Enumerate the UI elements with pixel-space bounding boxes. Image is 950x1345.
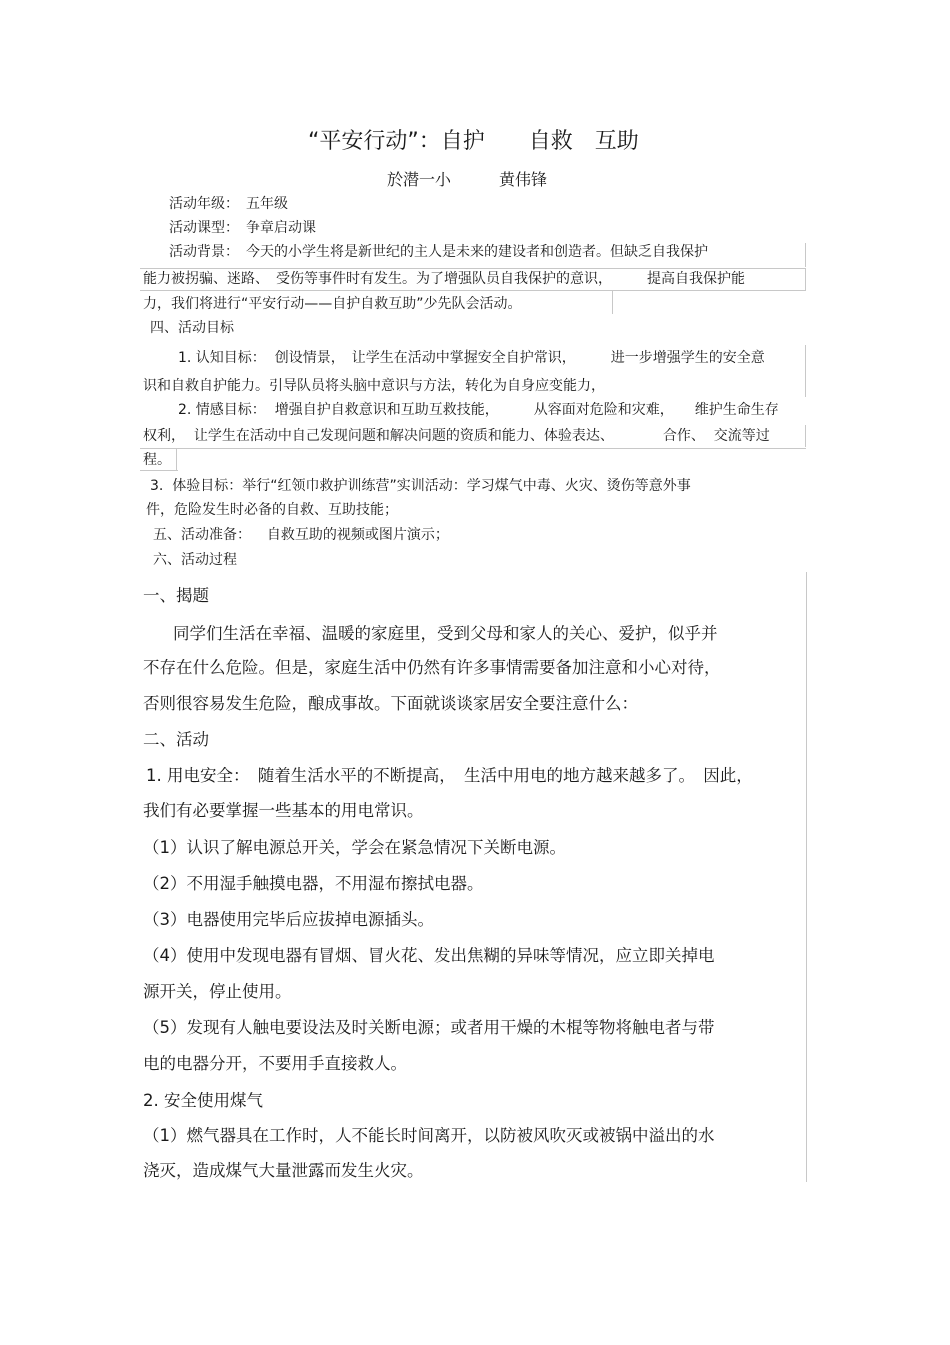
- border-line: [140, 290, 806, 291]
- process-heading: 六、活动过程: [153, 552, 237, 568]
- section-heading: 二、活动: [143, 730, 209, 749]
- list-item: （1）燃气器具在工作时，人不能长时间离开，以防被风吹灭或被锅中溢出的水: [143, 1126, 715, 1145]
- list-item: 源开关，停止使用。: [143, 982, 292, 1001]
- border-line: [612, 290, 613, 314]
- goal-line: 识和自救自护能力。引导队员将头脑中意识与方法，转化为自身应变能力，: [143, 378, 605, 394]
- goals-heading: 四、活动目标: [150, 320, 234, 336]
- border-line: [176, 448, 177, 470]
- info-type: 活动课型： 争章启动课: [169, 220, 316, 236]
- info-grade: 活动年级： 五年级: [169, 196, 288, 212]
- goal-line: 1. 认知目标： 创设情景， 让学生在活动中掌握安全自护常识， 进一步增强学生的安全意: [178, 350, 765, 366]
- info-background-line: 能力被拐骗、迷路、 受伤等事件时有发生。为了增强队员自我保护的意识， 提高自我保护能: [143, 271, 745, 287]
- list-item: （2）不用湿手触摸电器，不用湿布擦拭电器。: [143, 874, 484, 893]
- list-item: （3）电器使用完毕后应拔掉电源插头。: [143, 910, 434, 929]
- list-item: （5）发现有人触电要设法及时关断电源；或者用干燥的木棍等物将触电者与带: [143, 1018, 715, 1037]
- list-item: （4）使用中发现电器有冒烟、冒火花、发出焦糊的异味等情况，应立即关掉电: [143, 946, 715, 965]
- border-line: [140, 470, 178, 471]
- body-line: 不存在什么危险。但是，家庭生活中仍然有许多事情需要备加注意和小心对待，: [143, 658, 721, 677]
- section-heading: 一、揭题: [143, 586, 209, 605]
- goal-line: 件，危险发生时必备的自救、互助技能；: [146, 502, 398, 518]
- subsection-heading: 2. 安全使用煤气: [143, 1091, 263, 1110]
- border-line: [805, 243, 806, 267]
- border-line: [805, 425, 806, 447]
- info-background-line: 力，我们将进行“平安行动——自护自救互助”少先队会活动。: [143, 296, 522, 312]
- border-line: [805, 268, 806, 290]
- body-line: 否则很容易发生危险，酿成事故。下面就谈谈家居安全要注意什么：: [143, 694, 638, 713]
- goal-line: 3. 体验目标：举行“红领巾救护训练营”实训活动：学习煤气中毒、火灾、烫伤等意外事: [150, 478, 691, 494]
- goal-line: 权利， 让学生在活动中自己发现问题和解决问题的资质和能力、体验表达、 合作、 交流等过: [143, 428, 770, 444]
- goal-line: 程。: [143, 452, 171, 468]
- body-line: 1. 用电安全： 随着生活水平的不断提高， 生活中用电的地方越来越多了。 因此，: [146, 766, 753, 785]
- goal-line: 2. 情感目标： 增强自护自救意识和互助互救技能， 从容面对危险和灾难， 维护生命生存: [178, 402, 779, 418]
- border-line: [140, 448, 806, 449]
- body-line: 同学们生活在幸福、温暖的家庭里，受到父母和家人的关心、爱护，似乎并: [173, 624, 718, 643]
- border-line: [806, 572, 807, 1182]
- list-item: （1）认识了解电源总开关，学会在紧急情况下关断电源。: [143, 838, 566, 857]
- prep-line: 五、活动准备： 自救互助的视频或图片演示；: [153, 527, 449, 543]
- border-line: [140, 268, 806, 269]
- page-title: “平安行动”：自护 自救 互助: [308, 129, 639, 154]
- list-item: 浇灭，造成煤气大量泄露而发生火灾。: [143, 1161, 424, 1180]
- author-line: 於潜一小 黄伟锋: [387, 170, 548, 189]
- border-line: [805, 345, 806, 397]
- list-item: 电的电器分开，不要用手直接救人。: [143, 1054, 407, 1073]
- body-line: 我们有必要掌握一些基本的用电常识。: [143, 801, 424, 820]
- info-background-line: 活动背景： 今天的小学生将是新世纪的主人是未来的建设者和创造者。但缺乏自我保护: [169, 244, 708, 260]
